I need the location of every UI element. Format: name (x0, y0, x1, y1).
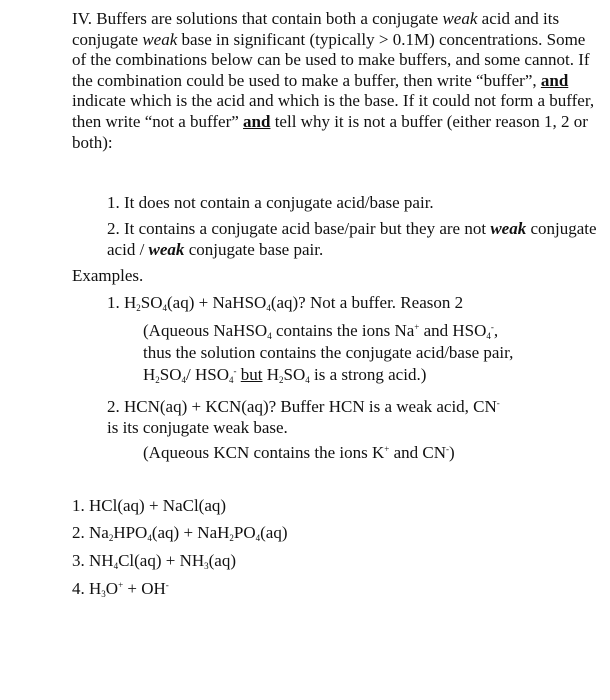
reason-1: 1. It does not contain a conjugate acid/base pair. (107, 193, 434, 212)
examples-heading: Examples. (72, 266, 144, 285)
intro-text: acid and its conjugate (72, 9, 560, 49)
weak-emphasis: weak (442, 9, 478, 28)
intro-paragraph (72, 9, 602, 153)
intro-text: indicate which is the acid and which is the base. If it could not form a buffer, then write “not a buffer” (72, 91, 595, 131)
example-1: 1. $H_2SO_4(aq)$ + NaHSO$_4$(aq)? Not a buffer. Reason 2 (107, 293, 464, 313)
example-2: 2. HCN(aq) + KCN(aq)? Buffer HCN is a weak acid, CN- is its conjugate weak base. (107, 397, 500, 437)
reason-2: 2. It contains a conjugate acid base/pair but they are not weak conjugate acid / weak conjugate base pair. (107, 219, 597, 259)
example-2-note: (Aqueous KCN contains the ions K+ and CN-) (143, 443, 455, 462)
problem-2: 2. $Na_2HPO_4(aq) + NaH_2PO_4(aq)$ (72, 523, 288, 543)
intro-text: base in significant (typically > 0.1M) concentrations. Some of the combinations below can be used to make buffers, and some cannot. If the combination could be used to make a buffer, then write “buffer”, (72, 29, 590, 90)
and-emphasis: and (540, 70, 569, 90)
problem-1: 1. HCl(aq) + NaCl(aq) (72, 496, 227, 515)
weak-emphasis: weak (142, 29, 178, 49)
problem-4: 4. $H_3O^+ + OH^-$ (72, 579, 169, 599)
intro-text: IV. Buffers are solutions that contain both a conjugate (72, 9, 443, 28)
and-emphasis: and (243, 111, 271, 131)
intro-text: tell why it is not a buffer (either reason 1, 2 or both): (72, 111, 588, 152)
problem-3: 3. $NH_4Cl(aq) + NH_3(aq)$ (72, 551, 237, 571)
but-emphasis: but (240, 365, 263, 384)
example-1-note: (Aqueous NaHSO$_4$ contains the ions Na+ and $HSO_4^-$, thus the solution contains the conjugate acid/base pair, $H_2SO_4/$ $HSO_4^-$ but $H_2SO_4$ is a strong acid.) (143, 321, 514, 385)
